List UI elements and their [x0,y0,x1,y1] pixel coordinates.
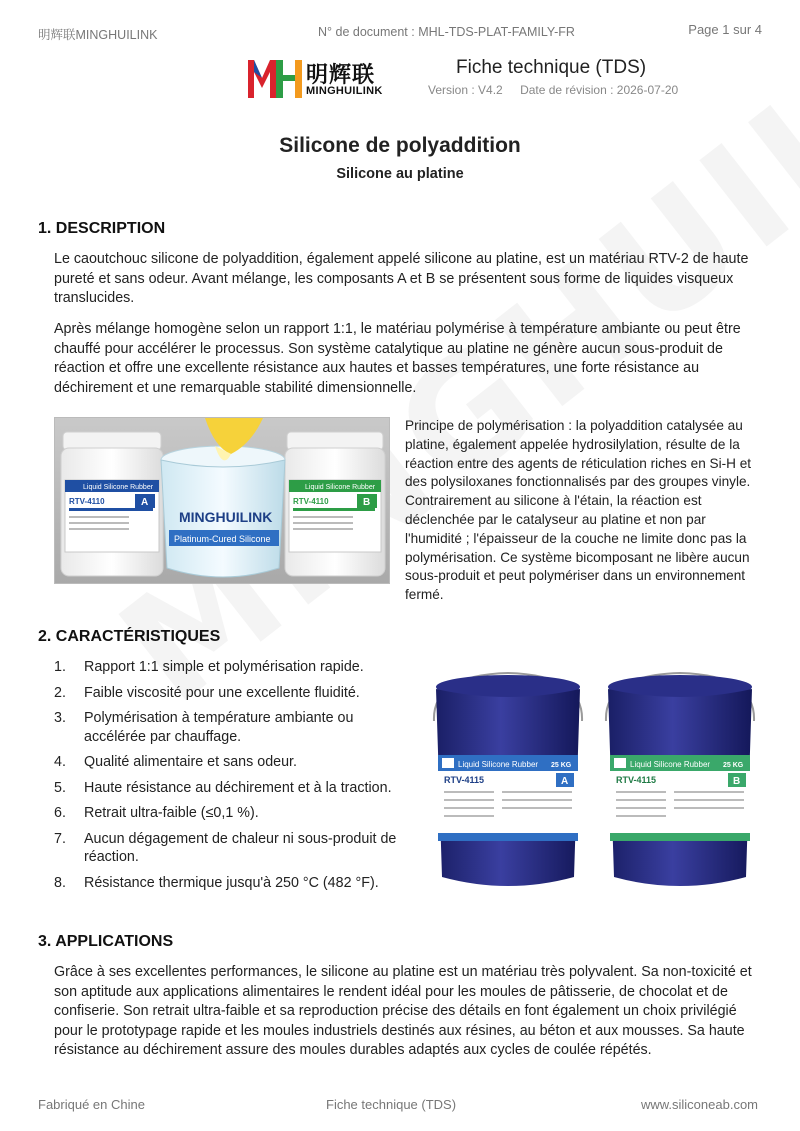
running-head [38,24,762,42]
pail-part-right: B [733,776,741,787]
jar-code-left: RTV-4110 [69,497,105,506]
footer-doc-type: Fiche technique (TDS) [326,1097,457,1112]
list-item: 5. Haute résistance au déchirement et à la traction. [54,779,392,796]
document-number: N° de document : MHL-TDS-PLAT-FAMILY-FR [318,25,575,39]
jar-code-right: RTV-4110 [293,497,329,506]
brand-name-cn: 明辉联 [306,63,376,88]
page-title: Silicone de polyaddition [279,134,521,157]
document-version: Version : V4.2 [428,83,503,97]
footer-origin: Fabriqué en Chine [38,1097,145,1112]
applications-paragraph: Grâce à ses excellentes performances, le silicone au platine est un matériau très polyvalent. Sa non-toxicité et son aptitude aux applications alimentaires le rendent idéal pour les moules de pâtisserie, de chocolat et de confiserie. Son retrait ultra-faible et sa reproduction précise des détails en font également un choix privilégié pour le prototypage rapide et les moules industriels destinés aux résines, au béton et aux mousses. Sa haute résistance au déchirement assure des moules durables adaptés aux cycles de coulée répétés. [54,964,752,1059]
brand-name-en: MINGHUILINK [306,85,383,97]
running-head-brand: 明辉联MINGHUILINK [38,28,158,42]
list-item: 6. Retrait ultra-faible (≤0,1 %). [54,805,259,821]
pail-part-left: A [561,776,569,787]
list-item: 2. Faible viscosité pour une excellente fluidité. [54,684,360,701]
brand-logo [246,56,386,100]
list-item: 4. Qualité alimentaire et sans odeur. [54,754,297,770]
jar-label-header-right: Liquid Silicone Rubber [305,484,376,491]
pail-header-right: Liquid Silicone Rubber [630,760,711,769]
jar-part-right: B [363,497,371,508]
description-paragraph-1: Le caoutchouc silicone de polyaddition, également appelé silicone au platine, est un matériau RTV-2 de haute pureté et sans odeur. Avant mélange, les composants A et B se présentent sous forme de liquides visqueux translucides. [54,251,749,307]
page-number: Page 1 sur 4 [688,22,762,37]
jar-center-caption: Platinum-Cured Silicone [174,534,271,544]
footer-website: www.siliconeab.com [640,1097,758,1112]
page-subtitle: Silicone au platine [336,166,464,182]
silicone-pails-photo [430,665,762,895]
pail-code-right: RTV-4115 [616,775,657,785]
list-item: 1. Rapport 1:1 simple et polymérisation rapide. [54,659,364,675]
pail-header-left: Liquid Silicone Rubber [458,760,539,769]
pail-weight-right: 25 KG [723,762,744,769]
list-item: 3. Polymérisation à température ambiante ou accélérée par chauffage. [54,710,354,745]
jar-part-left: A [141,497,149,508]
section-heading-applications: 3. APPLICATIONS [38,933,174,950]
mh-logo-mark-icon [246,56,304,100]
silicone-jars-photo [54,417,390,584]
pail-code-left: RTV-4115 [444,775,485,785]
document-meta [428,83,678,97]
list-item: 7. Aucun dégagement de chaleur ni sous-produit de réaction. [54,830,397,865]
section-heading-characteristics: 2. CARACTÉRISTIQUES [38,628,221,645]
description-paragraph-2: Après mélange homogène selon un rapport 1:1, le matériau polymérise à température ambiante ou peut être chauffé pour accélérer le processus. Son système catalytique au platine ne génère aucun sous-produit de réaction et offre une excellente résistance aux hautes et basses températures, une forte résistance au déchirement et une remarquable stabilité dimensionnelle. [54,321,741,396]
characteristics-list [54,658,414,892]
jar-label-header-left: Liquid Silicone Rubber [83,484,154,491]
document-title: Fiche technique (TDS) [456,57,647,78]
section-heading-description: 1. DESCRIPTION [38,220,166,237]
polymerization-principle-text: Principe de polymérisation : la polyaddition catalysée au platine, également appelée hydrosilylation, résulte de la réaction entre des agents de réticulation riches en Si-H et des polysiloxanes fonctionnalisés par des groupes vinyle. Contrairement au silicone à l'étain, la réaction est déclenchée par le catalyseur au platine et non par l'humidité ; l'épaisseur de la couche ne limite donc pas la polymérisation. Ce système bicomposant ne libère aucun sous-produit et peut polymériser dans un environnement fermé. [405,418,752,603]
jar-center-brand: MINGHUILINK [179,509,273,525]
revision-date: Date de révision : 2026-07-20 [520,83,679,97]
silicone-jars-illustration [55,418,390,584]
list-item: 8. Résistance thermique jusqu'à 250 °C (482 °F). [54,874,379,891]
silicone-pails-illustration [430,665,762,895]
pail-weight-left: 25 KG [551,762,572,769]
